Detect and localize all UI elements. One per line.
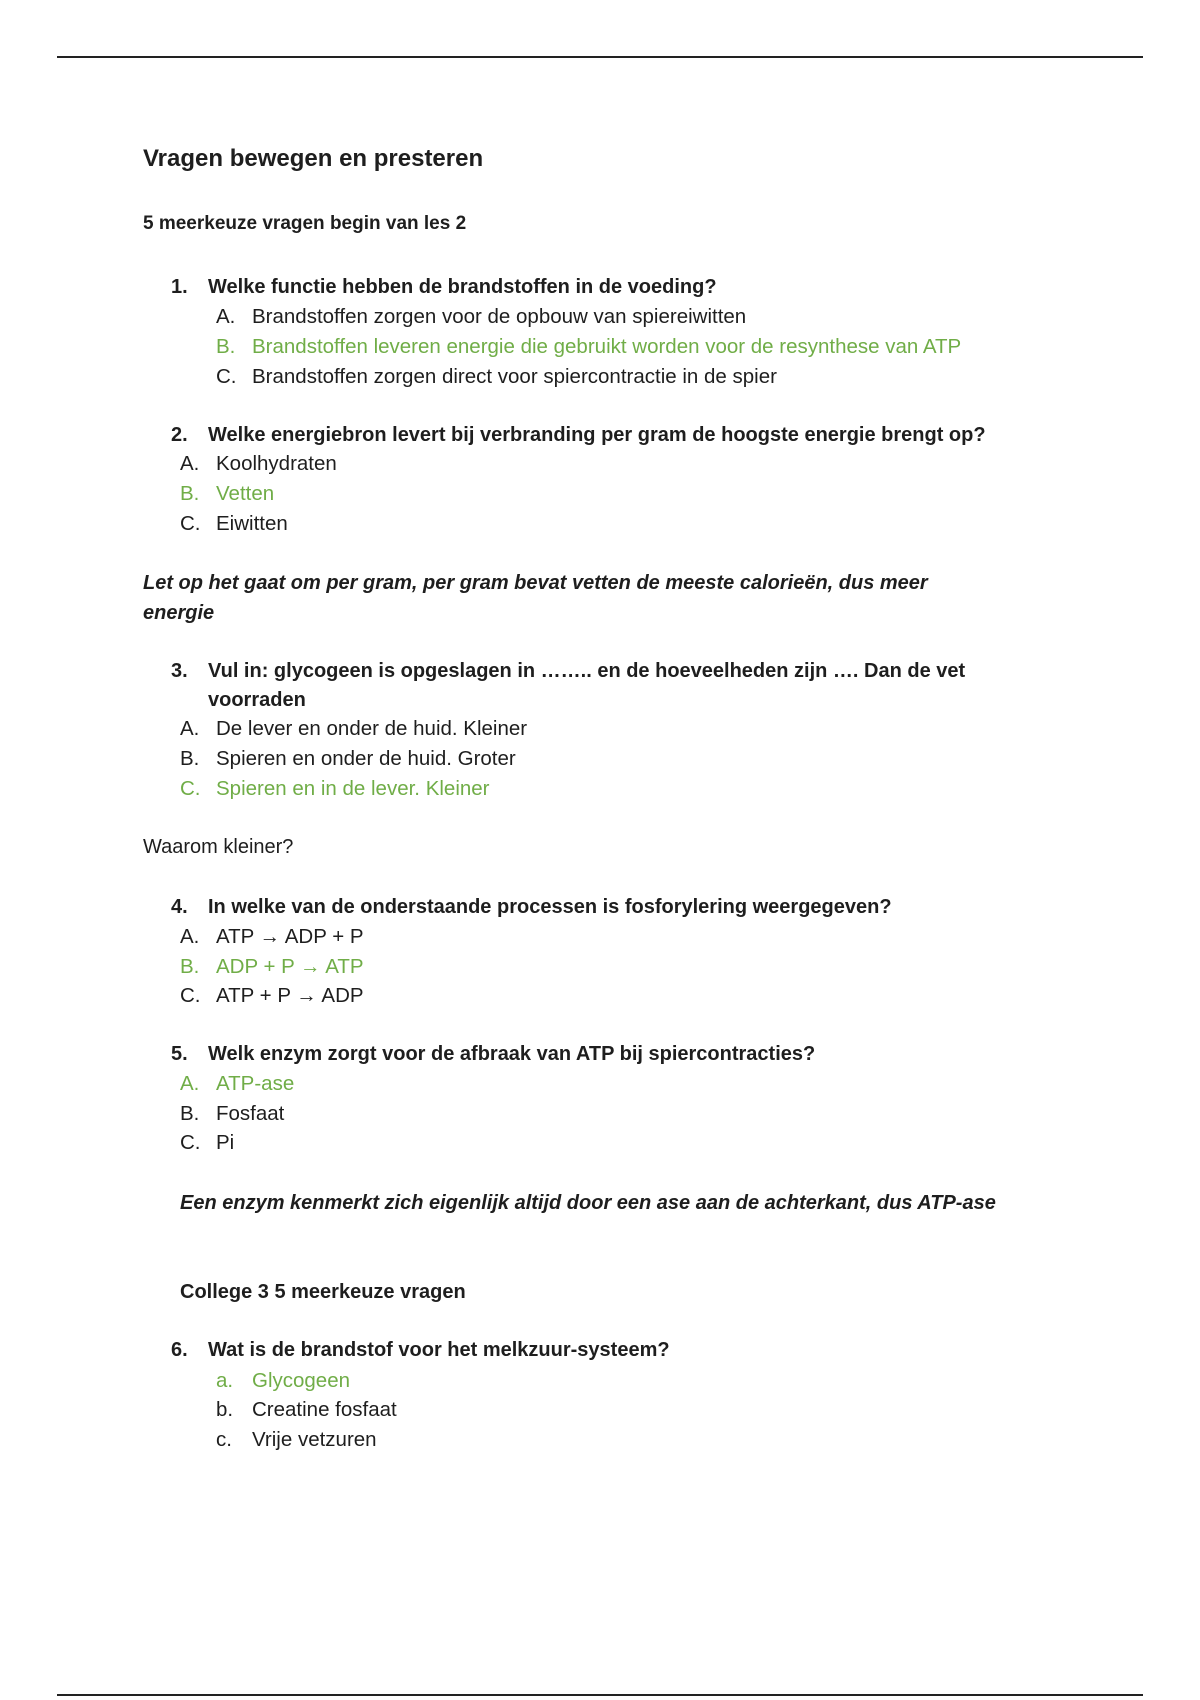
section-subtitle: 5 meerkeuze vragen begin van les 2 <box>143 213 467 234</box>
option-letter: a. <box>216 1369 234 1392</box>
option-letter: B. <box>180 747 200 770</box>
option-letter: c. <box>216 1428 232 1451</box>
question-number: 3. <box>171 660 188 682</box>
option-letter: A. <box>216 305 236 328</box>
question-number: 2. <box>171 424 188 446</box>
question-number: 5. <box>171 1043 188 1065</box>
option-text: Creatine fosfaat <box>252 1398 397 1421</box>
note-q2 <box>143 568 928 628</box>
note-q5: Een enzym kenmerkt zich eigenlijk altijd door een ase aan de achterkant, dus ATP-ase <box>180 1192 996 1214</box>
option-text: ATP-ase <box>216 1072 295 1095</box>
option-letter: A. <box>180 1072 200 1095</box>
question-text: Welke functie hebben de brandstoffen in de voeding? <box>208 276 717 298</box>
option-letter: C. <box>180 777 201 800</box>
option-text: ATP → ADP + P <box>216 925 364 948</box>
option-letter: B. <box>180 1102 200 1125</box>
option-text: ATP + P → ADP <box>216 984 364 1007</box>
question-number: 1. <box>171 276 188 298</box>
option-letter: C. <box>216 365 237 388</box>
question-text-line1: Vul in: glycogeen is opgeslagen in …….. en de hoeveelheden zijn …. Dan de vet <box>208 660 966 682</box>
option-letter: A. <box>180 925 200 948</box>
option-letter: C. <box>180 1131 201 1154</box>
option-text: Brandstoffen zorgen voor de opbouw van spiereiwitten <box>252 305 747 328</box>
option-text: Fosfaat <box>216 1102 285 1125</box>
option-letter: b. <box>216 1398 234 1421</box>
note-q3: Waarom kleiner? <box>143 836 294 858</box>
option-text: ADP + P → ATP <box>216 955 364 978</box>
question-text-line2: voorraden <box>208 689 306 711</box>
option-text: De lever en onder de huid. Kleiner <box>216 717 528 740</box>
option-letter: A. <box>180 452 200 475</box>
footer-rule <box>57 1694 1143 1696</box>
question-text: Welke energiebron levert bij verbranding per gram de hoogste energie brengt op? <box>208 424 986 446</box>
option-text: Koolhydraten <box>216 452 337 475</box>
option-text: Eiwitten <box>216 512 288 535</box>
question-text: Welk enzym zorgt voor de afbraak van ATP bij spiercontracties? <box>208 1043 816 1065</box>
question-number: 6. <box>171 1339 188 1361</box>
option-text: Vrije vetzuren <box>252 1428 377 1451</box>
option-text: Brandstoffen zorgen direct voor spiercontractie in de spier <box>252 365 777 388</box>
option-text: Brandstoffen leveren energie die gebruikt worden voor de resynthese van ATP <box>252 335 962 358</box>
option-letter: B. <box>180 955 200 978</box>
option-text: Pi <box>216 1131 235 1154</box>
option-letter: C. <box>180 512 201 535</box>
note-q2-line2: energie <box>143 602 215 624</box>
option-text: Spieren en onder de huid. Groter <box>216 747 516 770</box>
college-heading: College 3 5 meerkeuze vragen <box>180 1281 466 1303</box>
question-number: 4. <box>171 896 188 918</box>
option-letter: C. <box>180 984 201 1007</box>
document-title: Vragen bewegen en presteren <box>143 145 484 172</box>
option-letter: B. <box>216 335 236 358</box>
option-letter: B. <box>180 482 200 505</box>
header-rule <box>57 56 1143 58</box>
option-letter: A. <box>180 717 200 740</box>
option-text: Spieren en in de lever. Kleiner <box>216 777 490 800</box>
question-text: In welke van de onderstaande processen is fosforylering weergegeven? <box>208 896 892 918</box>
note-q2-line1: Let op het gaat om per gram, per gram bevat vetten de meeste calorieën, dus meer <box>143 572 928 594</box>
question-text: Wat is de brandstof voor het melkzuur-systeem? <box>208 1339 670 1361</box>
option-text: Vetten <box>216 482 275 505</box>
option-text: Glycogeen <box>252 1369 351 1392</box>
